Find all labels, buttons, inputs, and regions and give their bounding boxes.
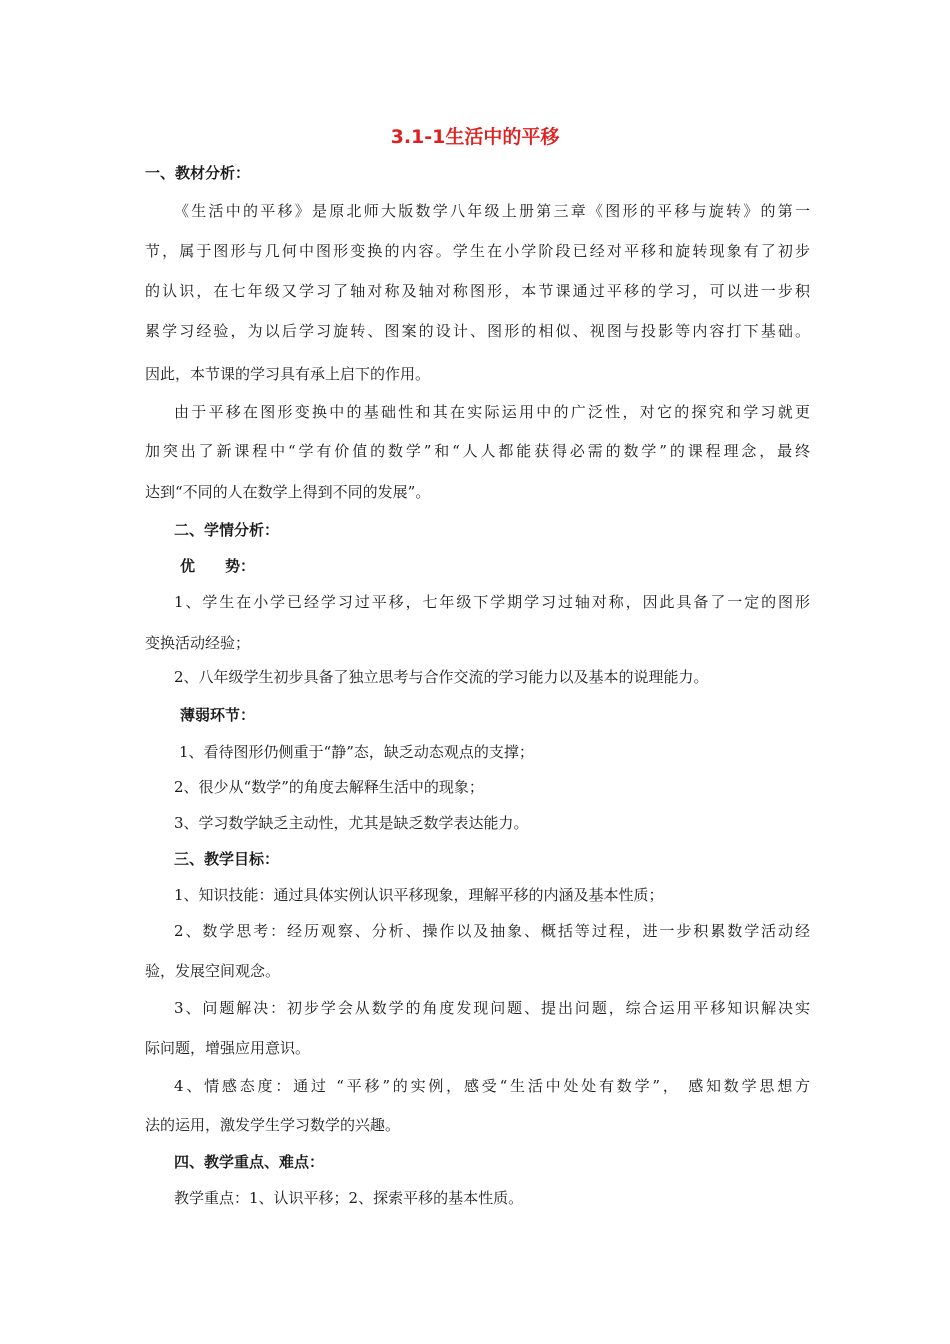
paragraph-line: 因此，本节课的学习具有承上启下的作用。 <box>145 365 431 383</box>
subheading-advantages: 优 势： <box>180 557 256 575</box>
list-item: 3、学习数学缺乏主动性，尤其是缺乏数学表达能力。 <box>174 814 529 832</box>
paragraph-line: 累学习经验，为以后学习旋转、图案的设计、图形的相似、视图与投影等内容打下基础。 <box>145 322 810 340</box>
paragraph-line: 由于平移在图形变换中的基础性和其在实际运用中的广泛性，对它的探究和学习就更 <box>174 403 810 421</box>
list-item-line: 际问题，增强应用意识。 <box>145 1039 311 1057</box>
list-item-line: 2、数学思考：经历观察、分析、操作以及抽象、概括等过程，进一步积累数学活动经 <box>174 922 810 940</box>
list-item: 2、八年级学生初步具备了独立思考与合作交流的学习能力以及基本的说理能力。 <box>174 668 709 686</box>
list-item-line: 变换活动经验； <box>145 634 251 652</box>
list-item: 1、看待图形仍侧重于“静”态，缺乏动态观点的支撑； <box>179 743 534 761</box>
list-item-line: 法的运用，激发学生学习数学的兴趣。 <box>145 1116 401 1134</box>
paragraph-line: 节，属于图形与几何中图形变换的内容。学生在小学阶段已经对平移和旋转现象有了初步 <box>145 242 810 260</box>
list-item-line: 4、情感态度：通过 “平移”的实例，感受“生活中处处有数学”， 感知数学思想方 <box>174 1077 810 1095</box>
section-heading-teaching-goals: 三、教学目标： <box>174 850 280 868</box>
section-heading-key-points: 四、教学重点、难点： <box>174 1153 325 1171</box>
list-item-line: 验，发展空间观念。 <box>145 962 281 980</box>
paragraph-line: 的认识，在七年级又学习了轴对称及轴对称图形，本节课通过平移的学习，可以进一步积 <box>145 282 810 300</box>
subheading-weaknesses: 薄弱环节： <box>180 706 256 724</box>
list-item: 2、很少从“数学”的角度去解释生活中的现象； <box>174 778 484 796</box>
section-heading-student-analysis: 二、学情分析： <box>174 521 280 539</box>
list-item-line: 1、学生在小学已经学习过平移，七年级下学期学习过轴对称，因此具备了一定的图形 <box>174 593 810 611</box>
list-item: 1、知识技能：通过具体实例认识平移现象，理解平移的内涵及基本性质； <box>174 886 664 904</box>
section-heading-textbook-analysis: 一、教材分析： <box>145 164 251 182</box>
key-points-line: 教学重点：1、认识平移；2、探索平移的基本性质。 <box>174 1189 524 1207</box>
paragraph-line: 加突出了新课程中“学有价值的数学”和“人人都能获得必需的数学”的课程理念，最终 <box>145 442 810 460</box>
list-item-line: 3、问题解决：初步学会从数学的角度发现问题、提出问题，综合运用平移知识解决实 <box>174 999 810 1017</box>
document-title: 3.1-1生活中的平移 <box>390 126 560 148</box>
paragraph-line: 《生活中的平移》是原北师大版数学八年级上册第三章《图形的平移与旋转》的第一 <box>174 202 810 220</box>
paragraph-line: 达到“不同的人在数学上得到不同的发展”。 <box>145 483 431 501</box>
